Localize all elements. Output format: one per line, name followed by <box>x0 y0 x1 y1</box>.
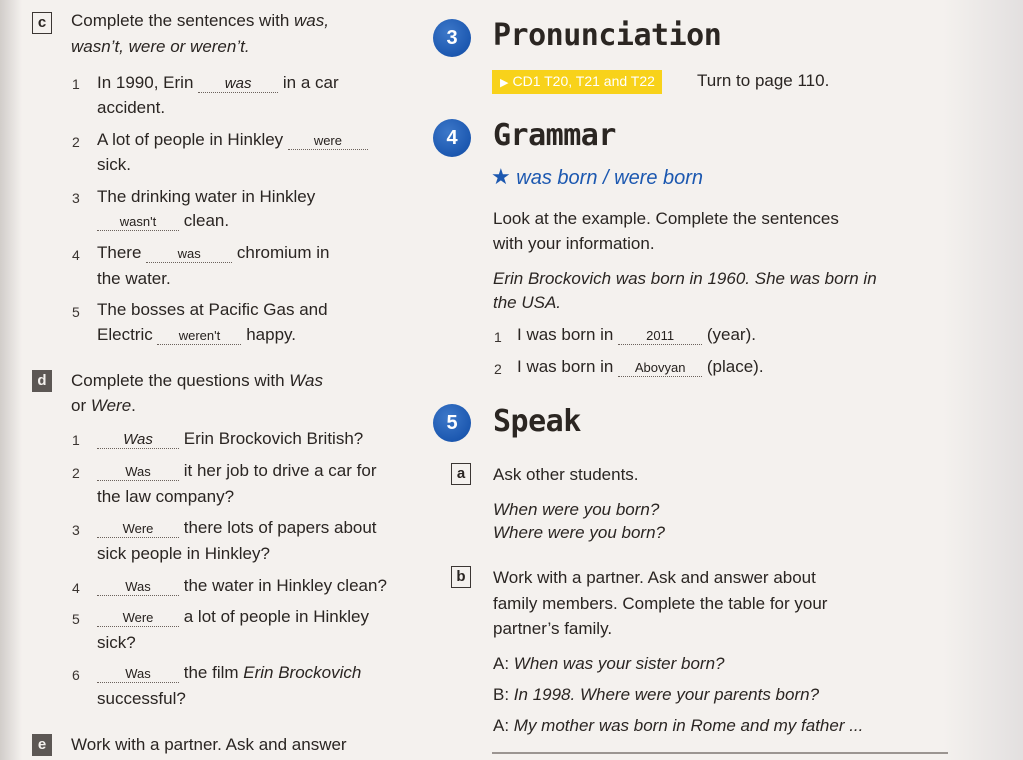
speak-b-instruction-line2: family members. Complete the table for your <box>493 594 828 613</box>
item-number: 6 <box>72 667 80 683</box>
speaker-label: A: <box>493 716 510 735</box>
grammar-example-line2: the USA. <box>493 293 562 312</box>
sentence-text: I was born in <box>517 325 614 344</box>
sentence-continuation: accident. <box>97 98 166 117</box>
sentence-continuation: sick people in Hinkley? <box>97 544 270 563</box>
item-number: 4 <box>72 580 80 596</box>
speak-a-instruction: Ask other students. <box>493 465 639 484</box>
section-e-instruction: Work with a partner. Ask and answer <box>71 735 347 754</box>
sentence-continuation: the water. <box>97 269 171 288</box>
sentence-text: There <box>97 243 142 262</box>
sentence-text: (year). <box>706 325 756 344</box>
grammar-instruction-line1: Look at the example. Complete the sentences <box>493 209 839 228</box>
item-number: 4 <box>72 247 80 263</box>
sentence-text: clean. <box>183 211 230 230</box>
table-top-rule <box>492 752 948 754</box>
section-d-item-2 <box>97 458 377 484</box>
dialogue-line-2 <box>493 682 819 708</box>
instruction-text: Complete the sentences with <box>71 11 295 30</box>
answer-blank[interactable]: Abovyan <box>618 360 702 377</box>
section-c-item-3-line2 <box>97 208 229 234</box>
answer-blank[interactable]: was <box>198 76 278 93</box>
speak-a-question-2: Where were you born? <box>493 523 665 542</box>
section-d-instruction-line1 <box>71 368 323 394</box>
sentence-text: the water in Hinkley clean? <box>183 576 387 595</box>
section-c-label: c <box>32 12 52 34</box>
section-5-badge: 5 <box>433 404 471 442</box>
item-number: 3 <box>72 522 80 538</box>
speak-b-instruction-line1: Work with a partner. Ask and answer about <box>493 568 816 587</box>
grammar-focus <box>491 165 703 191</box>
dialogue-text: In 1998. Where were your parents born? <box>513 685 820 704</box>
instruction-italic-were: Were <box>90 396 132 415</box>
grammar-instruction-line2: with your information. <box>493 234 655 253</box>
answer-blank[interactable]: Was <box>97 666 179 683</box>
sentence-continuation: successful? <box>97 689 186 708</box>
sentence-text: in a car <box>282 73 339 92</box>
item-number: 2 <box>494 361 502 377</box>
item-number: 5 <box>72 304 80 320</box>
film-title: Erin Brockovich <box>243 663 362 682</box>
item-number: 5 <box>72 611 80 627</box>
speak-heading: Speak <box>493 404 581 439</box>
pronunciation-instruction: Turn to page 110. <box>697 71 830 90</box>
speak-a-question-1: When were you born? <box>493 500 660 519</box>
item-number: 2 <box>72 134 80 150</box>
speaker-label: B: <box>493 685 510 704</box>
answer-blank[interactable]: Was <box>97 579 179 596</box>
section-c-item-1 <box>97 70 339 96</box>
section-c-instruction-line1 <box>71 8 329 34</box>
page-fold-shadow <box>0 0 22 760</box>
grammar-focus-text: was born / were born <box>516 167 704 189</box>
section-d-item-5 <box>97 604 369 630</box>
dialogue-line-3 <box>493 713 863 739</box>
item-number: 2 <box>72 465 80 481</box>
audio-track-label[interactable] <box>492 70 662 94</box>
item-number: 3 <box>72 190 80 206</box>
answer-blank[interactable]: Were <box>97 610 179 627</box>
item-number: 1 <box>494 329 502 345</box>
dialogue-line-1 <box>493 651 725 677</box>
answer-blank[interactable]: was <box>146 246 232 263</box>
audio-track-text: CD1 T20, T21 and T22 <box>512 73 655 89</box>
section-d-label: d <box>32 370 52 392</box>
sentence-text: there lots of papers about <box>183 518 377 537</box>
sentence-text: it her job to drive a car for <box>183 461 377 480</box>
answer-blank[interactable]: wasn't <box>97 214 179 231</box>
sentence-text: Electric <box>97 325 153 344</box>
play-icon: ▶ <box>500 77 509 89</box>
section-d-item-3 <box>97 515 377 541</box>
instruction-text: . <box>131 396 136 415</box>
dialogue-text: My mother was born in Rome and my father ... <box>513 716 864 735</box>
speak-b-instruction-line3: partner’s family. <box>493 619 613 638</box>
sentence-continuation: sick. <box>97 155 131 174</box>
grammar-item-1 <box>517 322 756 348</box>
sentence-continuation: sick? <box>97 633 136 652</box>
answer-blank[interactable]: Were <box>97 521 179 538</box>
pronunciation-heading: Pronunciation <box>493 18 722 53</box>
item-number: 1 <box>72 76 80 92</box>
section-d-item-4 <box>97 573 387 599</box>
grammar-item-2 <box>517 354 764 380</box>
answer-blank[interactable]: weren't <box>157 328 241 345</box>
instruction-italic-was: was, <box>294 11 329 30</box>
sentence-continuation: the law company? <box>97 487 235 506</box>
section-e-label: e <box>32 734 52 756</box>
instruction-italic-was: Was <box>289 371 323 390</box>
section-c-item-5: The bosses at Pacific Gas and <box>97 300 328 319</box>
section-d-instruction-line2 <box>71 393 136 419</box>
section-c-item-3: The drinking water in Hinkley <box>97 187 316 206</box>
section-d-item-1 <box>97 426 363 452</box>
section-d-item-6 <box>97 660 361 686</box>
sentence-text: chromium in <box>236 243 330 262</box>
sentence-text: I was born in <box>517 357 614 376</box>
dialogue-text: When was your sister born? <box>513 654 725 673</box>
sentence-text: the film <box>183 663 244 682</box>
section-c-item-4 <box>97 240 329 266</box>
speak-a-label: a <box>451 463 471 485</box>
grammar-heading: Grammar <box>493 118 616 153</box>
sentence-text: A lot of people in Hinkley <box>97 130 284 149</box>
page-edge-bleed <box>943 0 1023 760</box>
section-4-badge: 4 <box>433 119 471 157</box>
speaker-label: A: <box>493 654 510 673</box>
instruction-text: Complete the questions with <box>71 371 290 390</box>
instruction-text: or <box>71 396 91 415</box>
answer-blank[interactable]: were <box>288 133 368 150</box>
sentence-text: a lot of people in Hinkley <box>183 607 369 626</box>
sentence-text: Erin Brockovich British? <box>183 429 364 448</box>
star-icon: ★ <box>491 164 511 189</box>
sentence-text: In 1990, Erin <box>97 73 194 92</box>
section-c-item-2 <box>97 127 368 153</box>
sentence-text: (place). <box>706 357 764 376</box>
answer-blank[interactable]: Was <box>97 432 179 449</box>
section-c-item-5-line2 <box>97 322 296 348</box>
answer-blank[interactable]: 2011 <box>618 328 702 345</box>
grammar-example-line1: Erin Brockovich was born in 1960. She was born in <box>493 269 877 288</box>
item-number: 1 <box>72 432 80 448</box>
section-c-instruction-line2: wasn’t, were or weren’t. <box>71 37 250 56</box>
answer-blank[interactable]: Was <box>97 464 179 481</box>
section-3-badge: 3 <box>433 19 471 57</box>
speak-b-label: b <box>451 566 471 588</box>
sentence-text: happy. <box>246 325 296 344</box>
